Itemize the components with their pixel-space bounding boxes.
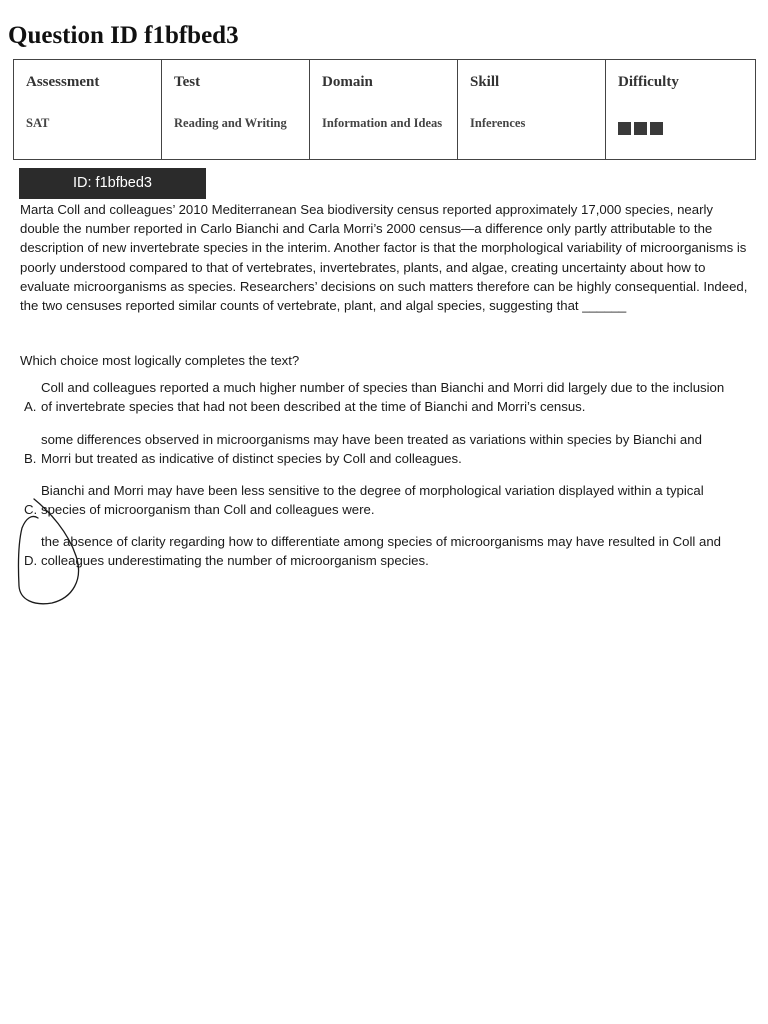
difficulty-header: Difficulty	[606, 60, 756, 105]
passage-text: Marta Coll and colleagues’ 2010 Mediterranean Sea biodiversity census reported approximately 17,000 species, nearly double the number reported in Carlo Bianchi and Carla Morri’s 2000 census—a difference only partly attributable to the description of new invertebrate species in the interim. Another factor is that the morphological variability of microorganisms is poorly understood compared to that of vertebrates, invertebrates, plants, and algae, creating uncertainty about how to evaluate microorganisms as species. Researchers’ decisions on such matters therefore can be highly consequential. Indeed, the two censuses reported similar counts of vertebrate, plant, and algal species, suggesting that ______	[20, 202, 748, 314]
question-id-banner: ID: f1bfbed3	[19, 168, 206, 199]
choice-b-text-line1: some differences observed in microorganisms may have been treated as variations within species by Bianchi and	[41, 432, 702, 447]
test-header: Test	[162, 60, 310, 105]
difficulty-bar	[634, 122, 647, 135]
assessment-value: SAT	[14, 104, 162, 160]
choice-c-text-line2: species of microorganism than Coll and colleagues were.	[41, 502, 375, 518]
answer-choice-b[interactable]	[24, 430, 759, 468]
choice-c-letter: C.	[24, 502, 38, 518]
answer-choice-a[interactable]	[24, 378, 759, 416]
difficulty-bar	[618, 122, 631, 135]
question-stem: Which choice most logically completes the text?	[20, 353, 300, 368]
difficulty-bar	[650, 122, 663, 135]
question-metadata-table	[13, 59, 756, 160]
metadata-value-row	[14, 104, 756, 160]
skill-value: Inferences	[458, 104, 606, 160]
choice-c-text-line1: Bianchi and Morri may have been less sensitive to the degree of morphological variation displayed within a typical	[41, 483, 704, 498]
domain-header: Domain	[310, 60, 458, 105]
difficulty-level-indicator	[618, 122, 743, 135]
choice-a-text-line1: Coll and colleagues reported a much higher number of species than Bianchi and Morri did largely due to the inclusion	[41, 380, 725, 395]
choice-b-letter: B.	[24, 451, 37, 467]
metadata-header-row	[14, 60, 756, 105]
assessment-header: Assessment	[14, 60, 162, 105]
choice-a-letter: A.	[24, 399, 37, 415]
difficulty-value	[606, 104, 756, 160]
choice-b-text-line2: Morri but treated as indicative of distinct species by Coll and colleagues.	[41, 451, 462, 467]
skill-header: Skill	[458, 60, 606, 105]
choice-d-letter: D.	[24, 553, 38, 569]
choice-a-text-line2: of invertebrate species that had not been described at the time of Bianchi and Morri’s census.	[41, 399, 586, 415]
test-value: Reading and Writing	[162, 104, 310, 160]
domain-value: Information and Ideas	[310, 104, 458, 160]
answer-choice-c[interactable]	[24, 481, 759, 519]
page-title: Question ID f1bfbed3	[8, 22, 239, 49]
answer-choice-d[interactable]	[24, 532, 759, 570]
choice-d-text-line1: the absence of clarity regarding how to differentiate among species of microorganisms may have resulted in Coll and	[41, 534, 722, 549]
choice-d-text-line2: colleagues underestimating the number of microorganism species.	[41, 553, 429, 569]
